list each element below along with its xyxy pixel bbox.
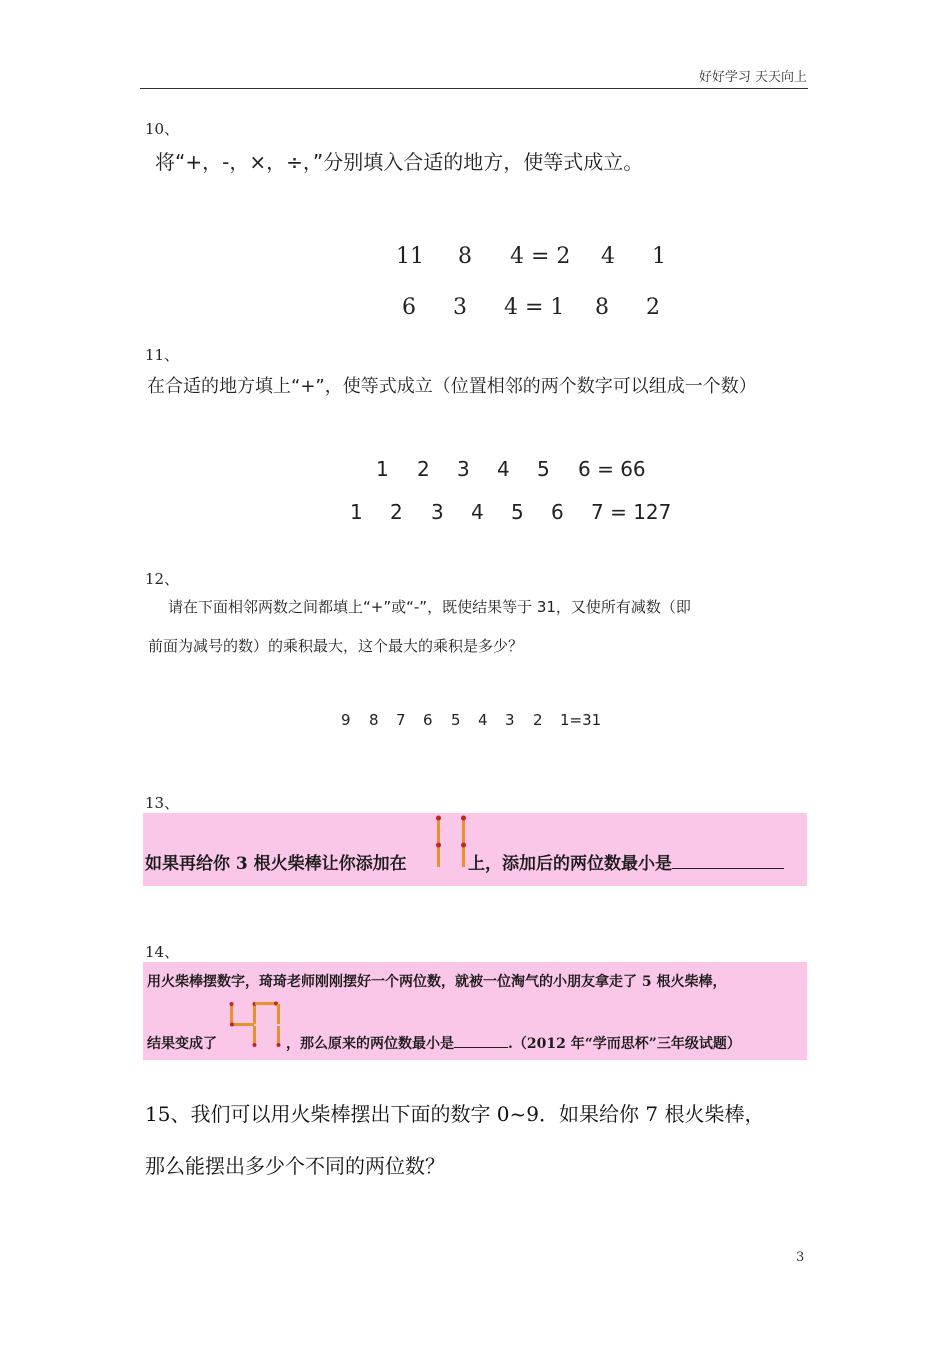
- q14-answer-blank[interactable]: [454, 1047, 508, 1048]
- q11-eq2-term: 2: [390, 500, 403, 524]
- q15-line-1: 15、我们可以用火柴棒摆出下面的数字 0~9．如果给你 7 根火柴棒，: [145, 1102, 765, 1126]
- q11-eq2-term: 7 = 127: [591, 500, 672, 524]
- q13-text-after-label: 上，添加后的两位数最小是: [468, 854, 672, 874]
- q11-eq1-term: 3: [457, 457, 470, 481]
- q14-line-2-after: [286, 1033, 741, 1053]
- q11-eq1-term: 2: [417, 457, 430, 481]
- q14-highlight-box: [143, 962, 807, 1060]
- q13-text-after: [468, 849, 784, 874]
- q11-eq2-term: 3: [431, 500, 444, 524]
- q10-eq2-term: 6: [402, 295, 416, 320]
- q12-line-2: 前面为减号的数）的乘积最大，这个最大的乘积是多少？: [148, 637, 524, 655]
- q11-eq1-term: 6 = 66: [578, 457, 646, 481]
- q11-eq1-term: 5: [537, 457, 550, 481]
- q13-number: 13、: [145, 794, 180, 812]
- q14-number: 14、: [145, 943, 180, 961]
- q10-eq2-term: 4 = 1: [504, 295, 565, 320]
- q10-eq2-term: 2: [646, 295, 660, 320]
- q12-eq-term: 8: [369, 711, 379, 729]
- q12-line-1: 请在下面相邻两数之间都填上“+”或“-”，既使结果等于 31，又使所有减数（即: [168, 598, 691, 616]
- q11-number: 11、: [145, 346, 180, 364]
- header-divider: [140, 88, 808, 89]
- q11-text: 在合适的地方填上“+”，使等式成立（位置相邻的两个数字可以组成一个数）: [147, 376, 757, 397]
- q10-eq1-term: 4: [601, 244, 615, 269]
- q11-eq2-term: 5: [511, 500, 524, 524]
- q12-eq-term: 9: [341, 711, 351, 729]
- page-header: 好好学习 天天向上: [698, 70, 807, 85]
- q10-eq1-term: 1: [652, 244, 666, 269]
- q12-eq-term: 3: [505, 711, 515, 729]
- q11-eq2-term: 4: [471, 500, 484, 524]
- q12-eq-term: 7: [396, 711, 406, 729]
- q12-eq-term: 6: [423, 711, 433, 729]
- q10-eq1-term: 11: [396, 244, 424, 269]
- q12-number: 12、: [145, 570, 180, 588]
- q11-eq1-term: 4: [497, 457, 510, 481]
- q12-eq-term: 4: [478, 711, 488, 729]
- q10-eq2-term: 3: [453, 295, 467, 320]
- q11-eq2-term: 6: [551, 500, 564, 524]
- q10-eq2-term: 8: [595, 295, 609, 320]
- q10-number: 10、: [145, 120, 180, 138]
- q13-highlight-box: [143, 813, 807, 886]
- q14-line-2-before: 结果变成了: [147, 1036, 217, 1052]
- q14-line-2-after-label: ，那么原来的两位数最小是: [286, 1036, 454, 1052]
- matchstick-figure-icon: [227, 998, 285, 1048]
- q13-text-before: 如果再给你 3 根火柴棒让你添加在: [145, 854, 407, 874]
- q14-line-1: 用火柴棒摆数字，琦琦老师刚刚摆好一个两位数，就被一位淘气的小朋友拿走了 5 根火柴棒，: [147, 974, 727, 990]
- q10-eq1-term: 4 = 2: [510, 244, 571, 269]
- q12-eq-term: 2: [533, 711, 543, 729]
- q13-answer-blank[interactable]: [672, 868, 784, 869]
- q11-eq1-term: 1: [376, 457, 389, 481]
- q12-eq-term: 5: [451, 711, 461, 729]
- q10-eq1-term: 8: [458, 244, 472, 269]
- q12-eq-term: 1=31: [560, 711, 602, 729]
- page-number: 3: [796, 1250, 805, 1265]
- q14-line-2-end: .（2012 年“学而思杯”三年级试题）: [508, 1036, 741, 1052]
- q11-eq2-term: 1: [350, 500, 363, 524]
- q10-text: 将“+，-，×，÷，”分别填入合适的地方，使等式成立。: [155, 150, 644, 174]
- matchstick-eleven-icon: [433, 813, 473, 873]
- q15-line-2: 那么能摆出多少个不同的两位数？: [145, 1154, 445, 1178]
